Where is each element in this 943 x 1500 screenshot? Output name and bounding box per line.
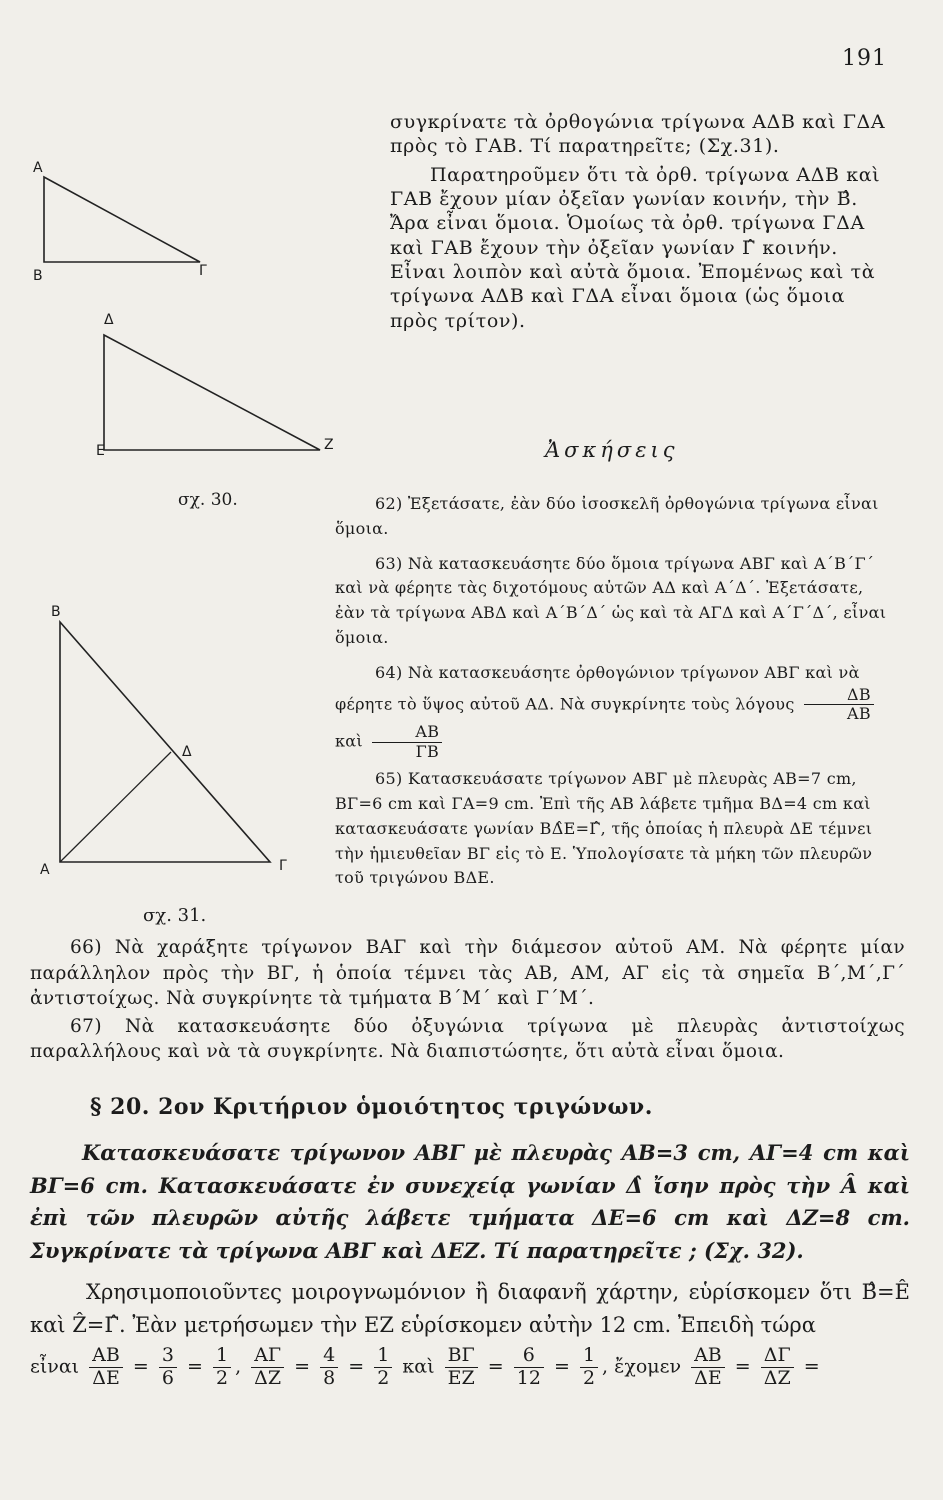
- fig31-label-g: Γ: [279, 858, 287, 874]
- fraction-denominator: ΔΖ: [254, 1366, 282, 1389]
- fig31-label-b: Β: [51, 604, 61, 620]
- frac-bg-ez: [445, 1345, 478, 1390]
- fraction-denominator: ΓΒ: [415, 741, 440, 761]
- ratio-kai: καὶ: [402, 1355, 435, 1378]
- exercises-full-width: [30, 935, 905, 1065]
- fig30-label-d: Δ: [104, 312, 114, 328]
- fraction-numerator: ΒΓ: [445, 1345, 478, 1368]
- fraction-denominator: 2: [377, 1366, 390, 1389]
- fig30-caption: σχ. 30.: [178, 490, 238, 510]
- frac-1-2-a: [213, 1345, 231, 1390]
- fig30-label-g: Γ: [199, 263, 207, 279]
- equals-sign: =: [294, 1355, 311, 1378]
- exercise-66: 66) Νὰ χαράξητε τρίγωνον ΒΑΓ καὶ τὴν διάμεσον αὐτοῦ ΑΜ. Νὰ φέρητε μίαν παράλληλον πρὸς τὴν ΒΓ, ἡ ὁποία τέμνει τὰς ΑΒ, ΑΜ, ΑΓ εἰς τὰ σημεῖα Β΄,Μ΄,Γ΄ ἀντιστοίχως. Νὰ συγκρίνητε τὰ τμήματα Β΄Μ΄ καὶ Γ΄Μ΄.: [30, 937, 905, 1010]
- ratio-line: [30, 1345, 910, 1390]
- fraction-db-ab: [804, 686, 874, 724]
- frac-ab-de: [89, 1345, 123, 1390]
- fraction-denominator: ΔΕ: [92, 1366, 120, 1389]
- fraction-numerator: 3: [159, 1345, 177, 1368]
- intro-paragraph-2: Παρατηροῦμεν ὅτι τὰ ὀρθ. τρίγωνα ΑΔΒ καὶ ΓΑΒ ἔχουν μίαν ὀξεῖαν γωνίαν κοινήν, τὴν Β̂. Ἄρα εἶναι ὅμοια. Ὁμοίως τὰ ὀρθ. τρίγωνα ΓΔΑ καὶ ΓΑΒ ἔχουν τὴν ὀξεῖαν γωνίαν Γ̂ κοινήν. Εἶναι λοιπὸν καὶ αὐτὰ ὅμοια. Ἐπομένως καὶ τὰ τρίγωνα ΑΔΒ καὶ ΓΔΑ εἶναι ὅμοια (ὡς ὅμοια πρὸς τρίτον).: [390, 163, 881, 332]
- equals-sign: =: [487, 1355, 504, 1378]
- fraction-numerator: ΑΓ: [251, 1345, 284, 1368]
- exercises-heading: Ἀσκήσεις: [545, 438, 679, 462]
- frac-1-2-c: [580, 1345, 598, 1390]
- fraction-denominator: ΑΒ: [846, 703, 871, 723]
- frac-4-8: [320, 1345, 338, 1390]
- fraction-numerator: 1: [213, 1345, 231, 1368]
- equals-sign: =: [553, 1355, 570, 1378]
- equals-sign: =: [734, 1355, 751, 1378]
- frac-3-6: [159, 1345, 177, 1390]
- frac-ab-de-2: [691, 1345, 725, 1390]
- exercise-64-text: 64) Νὰ κατασκευάσητε ὀρθογώνιον τρίγωνον ΑΒΓ καὶ νὰ φέρητε τὸ ὕψος αὐτοῦ ΑΔ. Νὰ συγκρίνητε τοὺς λόγους: [335, 662, 860, 713]
- task-block: [30, 1137, 910, 1267]
- frac-6-12: [514, 1345, 544, 1390]
- section-title: § 20. 2ον Κριτήριον ὁμοιότητος τριγώνων.: [90, 1094, 653, 1120]
- equals-sign: =: [348, 1355, 365, 1378]
- intro-paragraph-1: συγκρίνατε τὰ ὀρθογώνια τρίγωνα ΑΔΒ καὶ ΓΔΑ πρὸς τὸ ΓΑΒ. Τί παρατηρεῖτε; (Σχ.31).: [390, 111, 886, 158]
- fraction-denominator: 8: [323, 1366, 336, 1389]
- exercise-64-and: καὶ: [335, 731, 363, 751]
- exercise-65: 65) Κατασκευάσατε τρίγωνον ΑΒΓ μὲ πλευρὰς ΑΒ=7 cm, ΒΓ=6 cm καὶ ΓΑ=9 cm. Ἐπὶ τῆς ΑΒ λάβετε τμῆμα ΒΔ=4 cm καὶ κατασκευάσατε γωνίαν ΒΔ̂Ε=Γ̂, τῆς ὁποίας ἡ πλευρὰ ΔΕ τέμνει τὴν ἡμιευθεῖαν ΒΓ εἰς τὸ Ε. Ὑπολογίσατε τὰ μήκη τῶν πλευρῶν τοῦ τριγώνου ΒΔΕ.: [335, 769, 873, 888]
- fraction-denominator: ΔΕ: [694, 1366, 722, 1389]
- equals-sign: =: [803, 1355, 820, 1378]
- fraction-numerator: ΑΒ: [691, 1345, 725, 1368]
- exercises-column: [335, 492, 895, 891]
- figure-31: [30, 600, 310, 880]
- frac-dg-dz: [761, 1345, 794, 1390]
- exercise-64: [335, 661, 895, 761]
- ratio-exomen: , ἔχομεν: [602, 1355, 682, 1378]
- fraction-numerator: ΑΒ: [89, 1345, 123, 1368]
- fraction-denominator: 2: [582, 1366, 596, 1389]
- fig30-triangle-dez: [104, 335, 320, 450]
- fraction-denominator: ΔΖ: [763, 1366, 791, 1389]
- fraction-denominator: 2: [215, 1366, 229, 1389]
- intro-column: [390, 110, 890, 333]
- frac-ag-dz: [251, 1345, 284, 1390]
- fraction-denominator: 12: [516, 1366, 541, 1389]
- fraction-denominator: 6: [161, 1366, 174, 1389]
- conclusion-paragraph: Χρησιμοποιοῦντες μοιρογνωμόνιον ἢ διαφανῆ χάρτην, εὑρίσκομεν ὅτι Β̂=Ê καὶ Ẑ=Γ̂. Ἐὰν μετρήσωμεν τὴν ΕΖ εὑρίσκομεν αὐτὴν 12 cm. Ἐπειδὴ τώρα: [30, 1280, 910, 1337]
- fig31-caption: σχ. 31.: [143, 905, 207, 926]
- fig31-label-a: Α: [40, 862, 50, 878]
- comma: ,: [235, 1355, 242, 1378]
- task-paragraph: Κατασκευάσατε τρίγωνον ΑΒΓ μὲ πλευρὰς ΑΒ=3 cm, ΑΓ=4 cm καὶ ΒΓ=6 cm. Κατασκευάσατε ἐν συνεχείᾳ γωνίαν Δ̂ ἴσην πρὸς τὴν Â καὶ ἐπὶ τῶν πλευρῶν αὐτῆς λάβετε τμήματα ΔΕ=6 cm καὶ ΔΖ=8 cm. Συγκρίνατε τὰ τρίγωνα ΑΒΓ καὶ ΔΕΖ. Τί παρατηρεῖτε ; (Σχ. 32).: [30, 1140, 910, 1263]
- fig31-triangle-abg: [60, 622, 270, 862]
- page-number: 191: [842, 46, 887, 71]
- fraction-numerator: 6: [514, 1345, 544, 1368]
- fraction-numerator: ΑΒ: [372, 723, 442, 742]
- fraction-numerator: ΔΒ: [804, 686, 874, 705]
- exercise-62: 62) Ἐξετάσατε, ἐὰν δύο ἰσοσκελῆ ὀρθογώνια τρίγωνα εἶναι ὅμοια.: [335, 494, 879, 538]
- equals-sign: =: [132, 1355, 149, 1378]
- fig30-label-e: Ε: [96, 443, 105, 459]
- conclusion-block: [30, 1276, 910, 1390]
- fig30-label-a: Α: [33, 160, 43, 176]
- fraction-numerator: 1: [580, 1345, 598, 1368]
- fraction-denominator: ΕΖ: [447, 1366, 475, 1389]
- fig30-label-b: Β: [33, 268, 43, 284]
- figure-30: [30, 165, 350, 465]
- fraction-numerator: 1: [374, 1345, 392, 1368]
- fig31-label-d: Δ: [182, 744, 192, 760]
- fig31-altitude-ad: [60, 752, 171, 862]
- frac-1-2-b: [374, 1345, 392, 1390]
- equals-sign: =: [187, 1355, 203, 1378]
- fig30-label-z: Ζ: [324, 437, 334, 453]
- fraction-ab-gb: [372, 723, 442, 761]
- ratio-einai: εἶναι: [30, 1355, 80, 1378]
- fraction-numerator: 4: [320, 1345, 338, 1368]
- exercise-63: 63) Νὰ κατασκευάσητε δύο ὅμοια τρίγωνα ΑΒΓ καὶ Α΄Β΄Γ΄ καὶ νὰ φέρητε τὰς διχοτόμους αὐτῶν ΑΔ καὶ Α΄Δ΄. Ἐξετάσατε, ἐὰν τὰ τρίγωνα ΑΒΔ καὶ Α΄Β΄Δ΄ ὡς καὶ τὰ ΑΓΔ καὶ Α΄Γ΄Δ΄, εἶναι ὅμοια.: [335, 553, 887, 647]
- fraction-numerator: ΔΓ: [761, 1345, 794, 1368]
- exercise-67: 67) Νὰ κατασκευάσητε δύο ὀξυγώνια τρίγωνα μὲ πλευρὰς ἀντιστοίχως παραλλήλους καὶ νὰ τὰ συγκρίνητε. Νὰ διαπιστώσητε, ὅτι αὐτὰ εἶναι ὅμοια.: [30, 1015, 905, 1063]
- fig30-triangle-abg: [44, 177, 200, 262]
